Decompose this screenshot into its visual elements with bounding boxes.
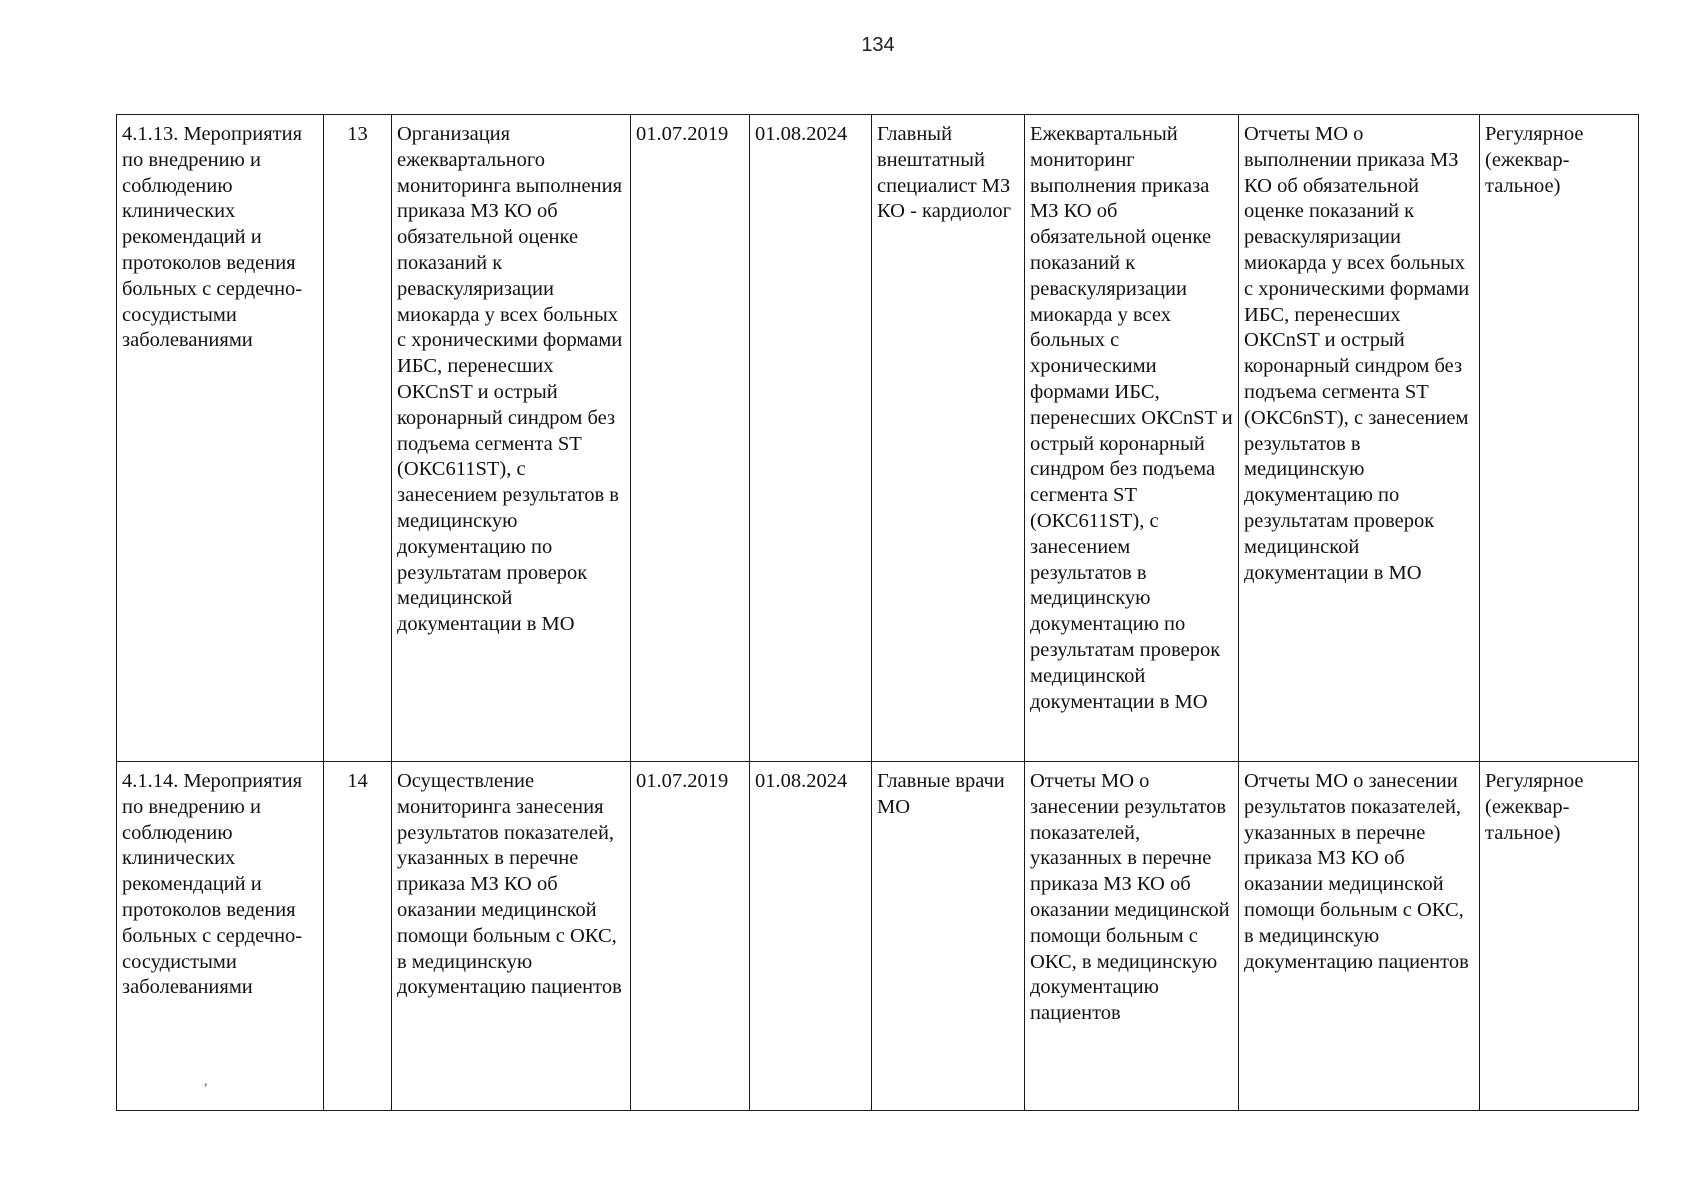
number-cell: 13 xyxy=(324,115,392,762)
end-date-cell: 01.08.2024 xyxy=(750,762,872,1111)
number-cell: 14 xyxy=(324,762,392,1111)
start-date-cell: 01.07.2019 xyxy=(631,115,750,762)
responsible-cell: Главные врачи МО xyxy=(872,762,1025,1111)
measures-table xyxy=(116,114,1639,1111)
result-cell: Ежеквартальный мониторинг выполнения приказа МЗ КО об обязательной оценке показаний к реваскуляризации миокарда у всех больных с хроническими формами ИБС, перенесших ОКСnST и острый коронарный синдром без подъема сегмента ST (ОКС611ST), с занесением результатов в медицинскую документацию по результатам проверок медицинской документации в МО xyxy=(1025,115,1239,762)
result-cell: Отчеты МО о занесении результатов показателей, указанных в перечне приказа МЗ КО об оказании медицинской помощи больным с ОКС, в медицинскую документацию пациентов xyxy=(1025,762,1239,1111)
responsible-cell: Главный внештатный специалист МЗ КО - кардиолог xyxy=(872,115,1025,762)
table-row xyxy=(117,115,1639,762)
end-date-cell: 01.08.2024 xyxy=(750,115,872,762)
page-number: 134 xyxy=(861,34,895,56)
control-cell: Отчеты МО о занесении результатов показателей, указанных в перечне приказа МЗ КО об оказании медицинской помощи больным с ОКС, в медицинскую документацию пациентов xyxy=(1239,762,1480,1111)
event-cell: 4.1.14. Мероприятия по внедрению и соблюдению клинических рекомендаций и протоколов ведения больных с сердечно-сосудистыми заболеваниями xyxy=(117,762,324,1111)
control-cell: Отчеты МО о выполнении приказа МЗ КО об обязательной оценке показаний к реваскуляризации миокарда у всех больных с хроническими формами ИБС, перенесших ОКСnST и острый коронарный синдром без подъема сегмента ST (ОКС6nST), с занесением результатов в медицинскую документацию по результатам проверок медицинской документации в МО xyxy=(1239,115,1480,762)
action-cell: Осуществление мониторинга занесения результатов показателей, указанных в перечне приказа МЗ КО об оказании медицинской помощи больным с ОКС, в медицинскую документацию пациентов xyxy=(392,762,631,1111)
scan-speck: , xyxy=(204,1074,208,1089)
table-row xyxy=(117,762,1639,1111)
event-cell: 4.1.13. Мероприятия по внедрению и соблюдению клинических рекомендаций и протоколов ведения больных с сердечно-сосудистыми заболеваниями xyxy=(117,115,324,762)
start-date-cell: 01.07.2019 xyxy=(631,762,750,1111)
frequency-cell: Регулярное (ежеквар-тальное) xyxy=(1480,115,1639,762)
action-cell: Организация ежеквартального мониторинга выполнения приказа МЗ КО об обязательной оценке показаний к реваскуляризации миокарда у всех больных с хроническими формами ИБС, перенесших ОКСnST и острый коронарный синдром без подъема сегмента ST (ОКС611ST), с занесением результатов в медицинскую документацию по результатам проверок медицинской документации в МО xyxy=(392,115,631,762)
frequency-cell: Регулярное (ежеквар-тальное) xyxy=(1480,762,1639,1111)
